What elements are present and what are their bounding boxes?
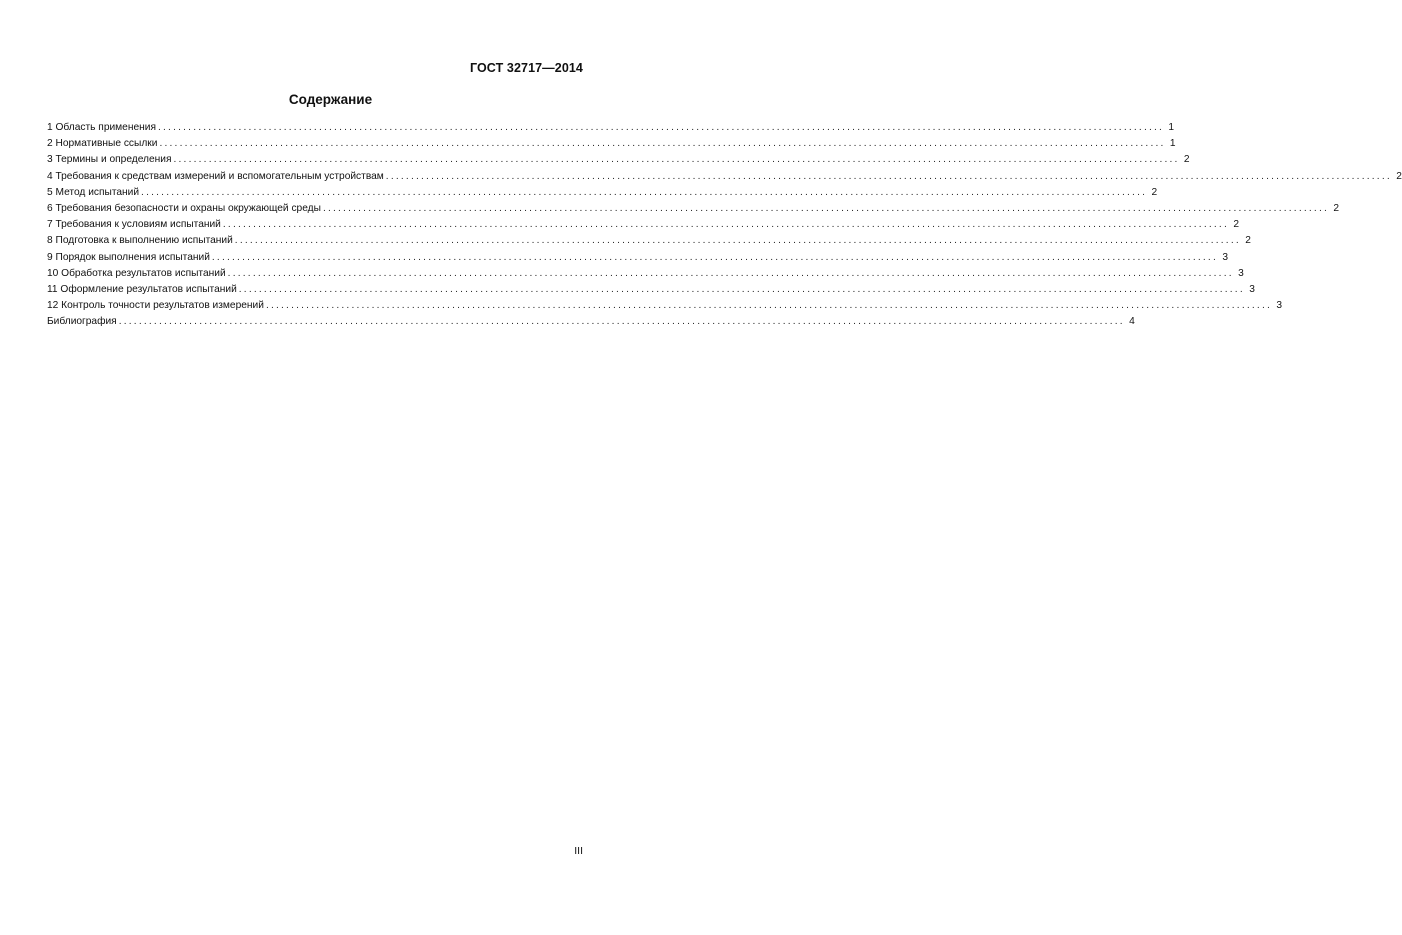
- toc-leader: ........................................................................................................................................................................................................: [173, 154, 1180, 166]
- toc-entry-label: 10 Обработка результатов испытаний: [47, 267, 226, 279]
- toc-entry-label: 7 Требования к условиям испытаний: [47, 219, 221, 231]
- toc-entry-label: 11 Оформление результатов испытаний: [47, 283, 237, 295]
- toc-entry-page: 2: [1183, 154, 1190, 166]
- toc-entry-label: 8 Подготовка к выполнению испытаний: [47, 235, 233, 247]
- toc-entry[interactable]: [47, 314, 1135, 330]
- toc-entry-page: 2: [1245, 235, 1251, 247]
- toc-leader: ........................................................................................................................................................................................................: [385, 170, 1392, 182]
- toc-entry-page: 2: [1333, 202, 1340, 214]
- toc-entry-page: 4: [1129, 316, 1135, 328]
- toc-entry-page: 1: [1169, 138, 1176, 150]
- toc-entry-page: 3: [1276, 300, 1283, 312]
- toc-leader: ........................................................................................................................................................................................................: [322, 202, 1330, 214]
- toc-leader: ........................................................................................................................................................................................................: [227, 267, 1234, 279]
- toc-leader: ........................................................................................................................................................................................................: [141, 186, 1148, 198]
- toc-title: Содержание: [288, 92, 373, 107]
- toc-leader: ........................................................................................................................................................................................................: [265, 300, 1273, 312]
- toc-entry-page: 3: [1222, 251, 1228, 263]
- page-number: III: [574, 845, 583, 857]
- toc-entry[interactable]: [47, 201, 1340, 217]
- toc-entry[interactable]: [47, 185, 1158, 201]
- document-code: ГОСТ 32717—2014: [469, 61, 583, 75]
- toc-entry[interactable]: [47, 120, 1175, 136]
- toc-entry-page: 3: [1249, 283, 1255, 295]
- toc-entry[interactable]: [47, 152, 1190, 168]
- toc-entry-label: 1 Область применения: [47, 122, 156, 133]
- toc-entry-label: 9 Порядок выполнения испытаний: [47, 251, 210, 263]
- table-of-contents: [47, 120, 1402, 330]
- toc-entry-label: 5 Метод испытаний: [47, 186, 140, 198]
- toc-entry-label: 2 Нормативные ссылки: [47, 138, 158, 150]
- toc-entry-label: Библиография: [47, 316, 117, 328]
- toc-entry-page: 2: [1233, 219, 1239, 231]
- toc-entry[interactable]: [47, 250, 1228, 266]
- toc-entry[interactable]: [47, 266, 1244, 282]
- toc-entry[interactable]: [47, 169, 1402, 185]
- toc-leader: ........................................................................................................................................................................................................: [118, 316, 1125, 328]
- toc-leader: ........................................................................................................................................................................................................: [157, 122, 1165, 133]
- toc-entry-label: 6 Требования безопасности и охраны окружающей среды: [47, 202, 321, 214]
- toc-entry-page: 2: [1151, 186, 1158, 198]
- toc-entry-page: 1: [1168, 122, 1175, 133]
- toc-entry[interactable]: [47, 298, 1283, 314]
- toc-leader: ........................................................................................................................................................................................................: [211, 251, 1218, 263]
- toc-entry[interactable]: [47, 136, 1176, 152]
- toc-entry-label: 3 Термины и определения: [47, 154, 172, 166]
- toc-leader: ........................................................................................................................................................................................................: [234, 235, 1241, 247]
- toc-entry-page: 3: [1238, 267, 1244, 279]
- toc-leader: ........................................................................................................................................................................................................: [222, 219, 1229, 231]
- toc-entry-page: 2: [1396, 170, 1402, 182]
- toc-leader: ........................................................................................................................................................................................................: [159, 138, 1166, 150]
- toc-entry[interactable]: [47, 282, 1255, 298]
- toc-entry-label: 12 Контроль точности результатов измерений: [47, 300, 264, 312]
- toc-entry[interactable]: [47, 233, 1251, 249]
- toc-leader: ........................................................................................................................................................................................................: [238, 283, 1245, 295]
- toc-entry-label: 4 Требования к средствам измерений и вспомогательным устройствам: [47, 170, 384, 182]
- toc-entry[interactable]: [47, 217, 1239, 233]
